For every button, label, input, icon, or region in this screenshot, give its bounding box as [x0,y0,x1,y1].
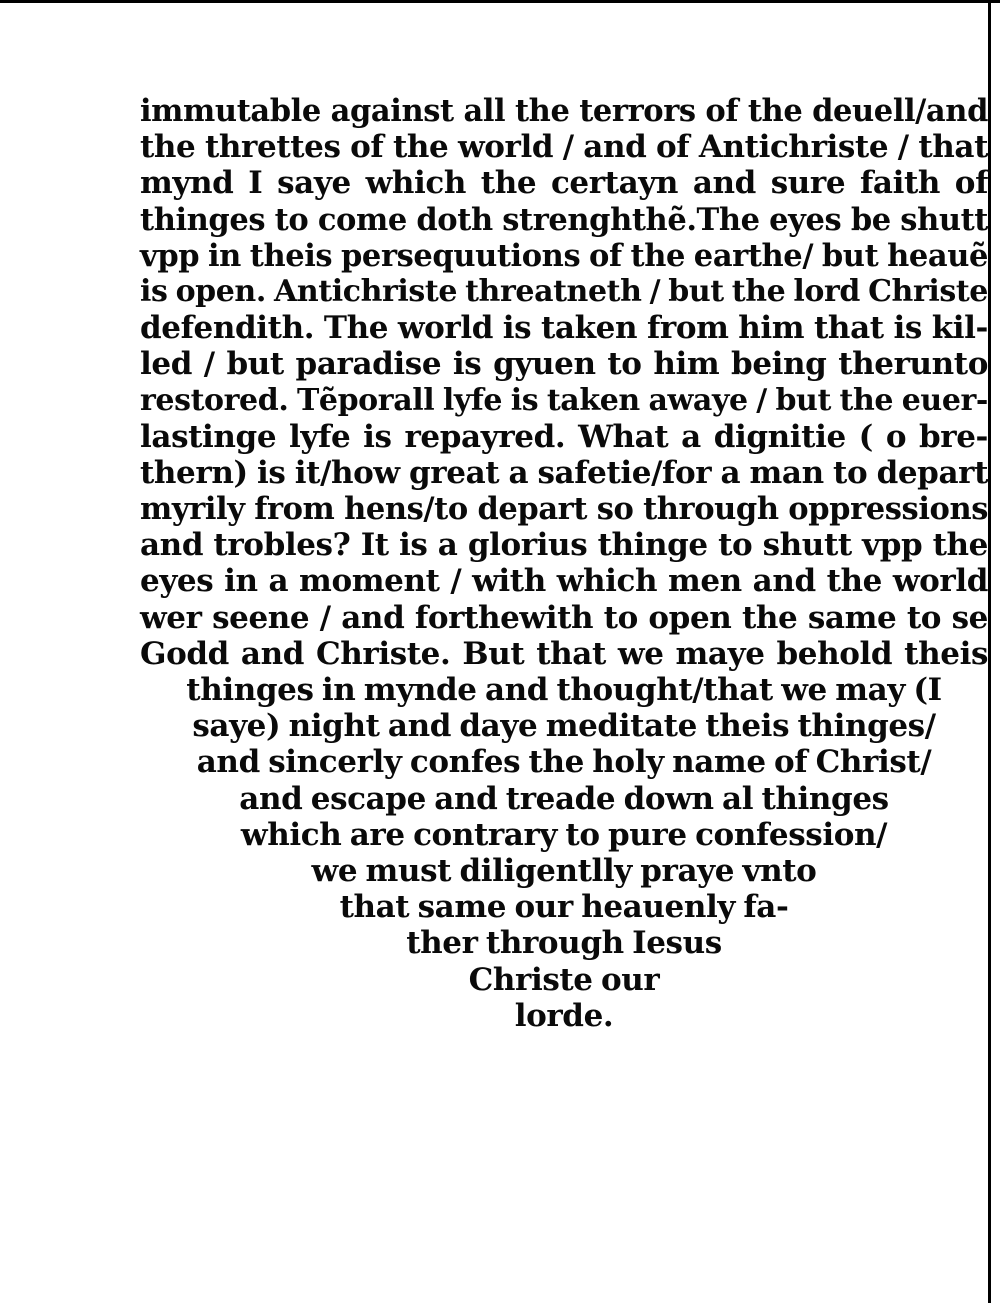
text-line: thinges in mynde and thought/that we may (I [186,672,942,708]
text-line: vpp in theis persequutions of the earthe/ but heauẽ [140,237,988,274]
text-line: Godd and Christe. But that we maye behold theis [140,635,988,672]
text-line: Christe our [468,961,660,998]
text-line: thern) is it/how great a safetie/for a man to depart [140,454,988,491]
text-line: ther through Iesus [406,925,722,962]
text-line: restored. Tẽporall lyfe is taken awaye / but the euer- [140,382,988,418]
text-line: saye) night and daye meditate theis thinges/ [192,708,936,745]
text-line: eyes in a moment / with which men and the world [140,563,988,600]
text-line: mynd I saye which the certayn and sure faith of [140,165,988,202]
text-line: lastinge lyfe is repayred. What a dignitie ( o bre- [140,418,988,455]
scan-edge-top [0,0,1000,3]
text-line: which are contrary to pure confession/ [240,816,888,853]
text-line: thinges to come doth strenghthẽ.The eyes be shutt [140,201,988,238]
scan-edge-right [988,0,991,1303]
text-line: and sincerly confes the holy name of Christ/ [196,744,932,781]
text-line: myrily from hens/to depart so through oppressions [140,491,988,528]
text-line: that same our heauenly fa- [339,889,789,926]
text-line: and trobles? It is a glorius thinge to shutt vpp the [140,527,988,564]
text-line: immutable against all the terrors of the deuell/and [140,93,988,129]
text-line: is open. Antichriste threatneth / but the lord Christe [140,273,988,309]
body-text [140,93,988,1034]
text-line: we must diligentlly praye vnto [311,852,817,889]
text-line: defendith. The world is taken from him that is kil- [140,310,988,347]
text-line: led / but paradise is gyuen to him being therunto [140,346,988,383]
text-line: wer seene / and forthewith to open the same to se [140,599,988,636]
text-line: the threttes of the world / and of Antichriste / that [140,129,988,166]
text-line: lorde. [514,997,614,1034]
text-line: and escape and treade down al thinges [239,780,889,817]
